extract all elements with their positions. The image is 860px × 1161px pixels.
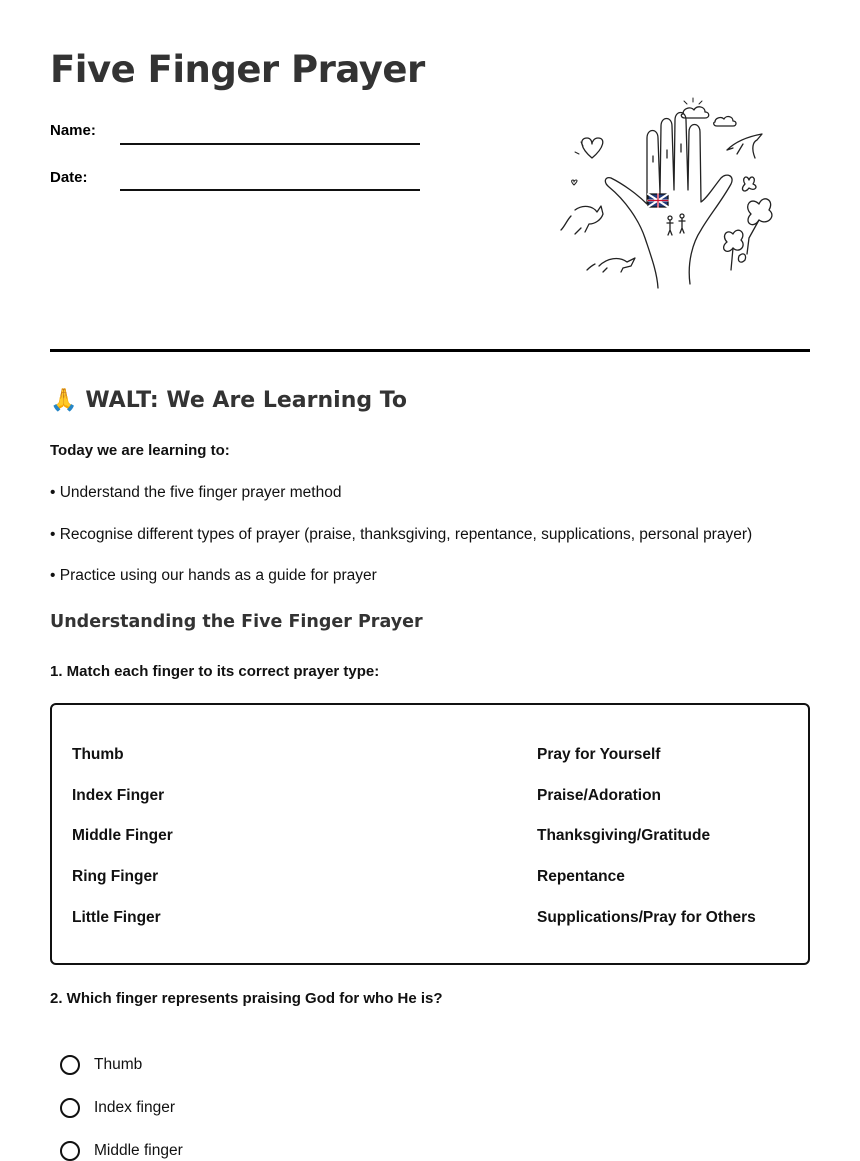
finger-item[interactable]: Middle Finger (72, 827, 173, 844)
name-label: Name: (50, 122, 96, 139)
name-field[interactable] (120, 143, 420, 145)
option-label: Middle finger (94, 1142, 183, 1159)
finger-item[interactable]: Index Finger (72, 787, 165, 804)
option-label: Thumb (94, 1056, 143, 1073)
option-middle-finger[interactable] (60, 1141, 183, 1161)
option-thumb[interactable] (60, 1055, 142, 1075)
option-label: Index finger (94, 1099, 175, 1116)
objective-item: • Understand the five finger prayer method (50, 484, 342, 501)
praying-hands-icon: 🙏 (50, 388, 78, 413)
matching-box (50, 703, 810, 965)
hand-illustration (555, 92, 785, 292)
date-field[interactable] (120, 189, 420, 191)
radio-button[interactable] (60, 1141, 80, 1161)
prayer-type-item[interactable]: Supplications/Pray for Others (537, 909, 756, 926)
walt-heading (50, 388, 407, 413)
prayer-type-item[interactable]: Praise/Adoration (537, 787, 662, 804)
radio-button[interactable] (60, 1098, 80, 1118)
finger-item[interactable]: Ring Finger (72, 868, 159, 885)
walt-intro: Today we are learning to: (50, 442, 230, 459)
finger-item[interactable]: Little Finger (72, 909, 161, 926)
section-heading: Understanding the Five Finger Prayer (50, 612, 423, 632)
page-title: Five Finger Prayer (50, 48, 425, 91)
section-divider (50, 349, 810, 352)
finger-item[interactable]: Thumb (72, 746, 124, 763)
question-1-prompt: 1. Match each finger to its correct prayer type: (50, 663, 380, 680)
objective-item: • Practice using our hands as a guide for prayer (50, 567, 377, 584)
prayer-type-item[interactable]: Repentance (537, 868, 625, 885)
walt-heading-text: WALT: We Are Learning To (85, 388, 407, 413)
prayer-type-item[interactable]: Pray for Yourself (537, 746, 661, 763)
radio-button[interactable] (60, 1055, 80, 1075)
option-index-finger[interactable] (60, 1098, 175, 1118)
date-label: Date: (50, 169, 88, 186)
objective-item: • Recognise different types of prayer (praise, thanksgiving, repentance, supplications, personal prayer) (50, 526, 753, 543)
prayer-type-item[interactable]: Thanksgiving/Gratitude (537, 827, 711, 844)
question-2-prompt: 2. Which finger represents praising God for who He is? (50, 990, 443, 1007)
